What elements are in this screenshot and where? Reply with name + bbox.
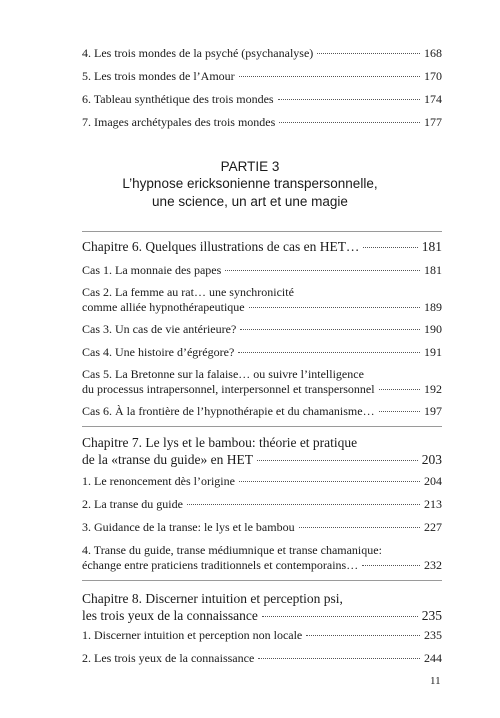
toc-entry-title: 1. Discerner intuition et perception non locale — [82, 628, 303, 642]
chapter-title: Chapitre 6. Quelques illustrations de cas en HET… — [82, 239, 360, 254]
chapter-entry — [82, 590, 442, 624]
toc-entry-page: 213 — [424, 497, 442, 511]
toc-entry — [82, 322, 442, 337]
toc-entry-title: Cas 4. Une histoire d’égrégore? — [82, 345, 235, 359]
toc-entry — [82, 520, 442, 535]
toc-entry-title: 1. Le renoncement dès l’origine — [82, 474, 235, 488]
toc-entry — [82, 69, 442, 84]
chapter-title-line1: Chapitre 7. Le lys et le bambou: théorie et pratique — [82, 435, 358, 450]
dot-leader — [278, 99, 420, 100]
toc-entry-title: Cas 1. La monnaie des papes — [82, 263, 222, 277]
toc-entry-title: Cas 3. Un cas de vie antérieure? — [82, 322, 237, 336]
toc-entry-title: comme alliée hypnothérapeutique — [82, 300, 245, 314]
dot-leader — [279, 122, 420, 123]
toc-entry — [82, 92, 442, 107]
chapter-entry — [82, 434, 442, 468]
toc-entry-title: 5. Les trois mondes de l’Amour — [82, 69, 235, 83]
dot-leader — [258, 658, 420, 659]
toc-entry-title-line1: Cas 5. La Bretonne sur la falaise… ou suivre l’intelligence — [82, 367, 364, 381]
toc-entry-title: 7. Images archétypales des trois mondes — [82, 115, 276, 129]
page-number: 11 — [430, 675, 441, 687]
toc-entry-title: échange entre praticiens traditionnels et contemporains… — [82, 558, 359, 572]
toc-entry-title-line1: 4. Transe du guide, transe médiumnique et transe chamanique: — [82, 543, 382, 557]
dot-leader — [240, 329, 420, 330]
toc-entry — [82, 285, 442, 315]
dot-leader — [299, 527, 420, 528]
dot-leader — [238, 352, 420, 353]
dot-leader — [379, 411, 420, 412]
dot-leader — [317, 53, 420, 54]
dot-leader — [257, 460, 418, 461]
toc-entry-page: 192 — [424, 382, 442, 396]
toc-entry-page: 232 — [424, 558, 442, 572]
dot-leader — [187, 504, 420, 505]
chapter-page: 203 — [421, 452, 442, 467]
section-divider — [82, 426, 442, 427]
toc-entry-page: 235 — [424, 628, 442, 642]
toc-entry-page: 191 — [424, 345, 442, 359]
toc-entry-title: 2. La transe du guide — [82, 497, 183, 511]
toc-entry — [82, 345, 442, 360]
toc-entry-page: 177 — [424, 115, 442, 129]
part-heading — [0, 158, 500, 211]
toc-entry-title: 4. Les trois mondes de la psyché (psychanalyse) — [82, 46, 314, 60]
dot-leader — [225, 270, 420, 271]
toc-entry — [82, 474, 442, 489]
toc-entry-title: 6. Tableau synthétique des trois mondes — [82, 92, 274, 106]
dot-leader — [363, 247, 417, 248]
toc-entry-title: du processus intrapersonnel, interpersonnel et transpersonnel — [82, 382, 375, 396]
chapter-page: 181 — [421, 239, 442, 254]
chapter-page: 235 — [421, 608, 442, 623]
toc-entry — [82, 404, 442, 419]
toc-entry-page: 197 — [424, 404, 442, 418]
toc-entry — [82, 115, 442, 130]
chapter-title: les trois yeux de la connaissance — [82, 608, 258, 623]
toc-entry-page: 244 — [424, 651, 442, 665]
toc-entry — [82, 263, 442, 278]
toc-entry — [82, 543, 442, 573]
dot-leader — [379, 389, 420, 390]
toc-entry-page: 181 — [424, 263, 442, 277]
section-divider — [82, 580, 442, 581]
toc-entry-title: 3. Guidance de la transe: le lys et le bambou — [82, 520, 295, 534]
toc-entry-page: 170 — [424, 69, 442, 83]
part-label: PARTIE 3 — [220, 159, 280, 174]
toc-entry — [82, 651, 442, 666]
chapter-title: de la «transe du guide» en HET — [82, 452, 253, 467]
dot-leader — [249, 307, 420, 308]
toc-entry-page: 174 — [424, 92, 442, 106]
toc-entry-page: 227 — [424, 520, 442, 534]
toc-entry-title: Cas 6. À la frontière de l’hypnothérapie et du chamanisme… — [82, 404, 375, 418]
chapter-title-line1: Chapitre 8. Discerner intuition et perception psi, — [82, 591, 343, 606]
section-divider — [82, 231, 442, 232]
toc-entry — [82, 628, 442, 643]
part-title-line2: une science, un art et une magie — [152, 194, 348, 209]
toc-entry-page: 190 — [424, 322, 442, 336]
chapter-entry — [82, 238, 442, 255]
toc-entry — [82, 367, 442, 397]
part-title-line1: L’hypnose ericksonienne transpersonnelle, — [122, 176, 378, 191]
toc-entry-page: 204 — [424, 474, 442, 488]
toc-entry-title: 2. Les trois yeux de la connaissance — [82, 651, 255, 665]
toc-entry — [82, 497, 442, 512]
dot-leader — [306, 635, 420, 636]
toc-entry-page: 189 — [424, 300, 442, 314]
dot-leader — [239, 481, 420, 482]
dot-leader — [362, 565, 420, 566]
dot-leader — [262, 616, 418, 617]
toc-entry — [82, 46, 442, 61]
dot-leader — [239, 76, 420, 77]
toc-entry-title-line1: Cas 2. La femme au rat… une synchronicité — [82, 285, 294, 299]
toc-entry-page: 168 — [424, 46, 442, 60]
